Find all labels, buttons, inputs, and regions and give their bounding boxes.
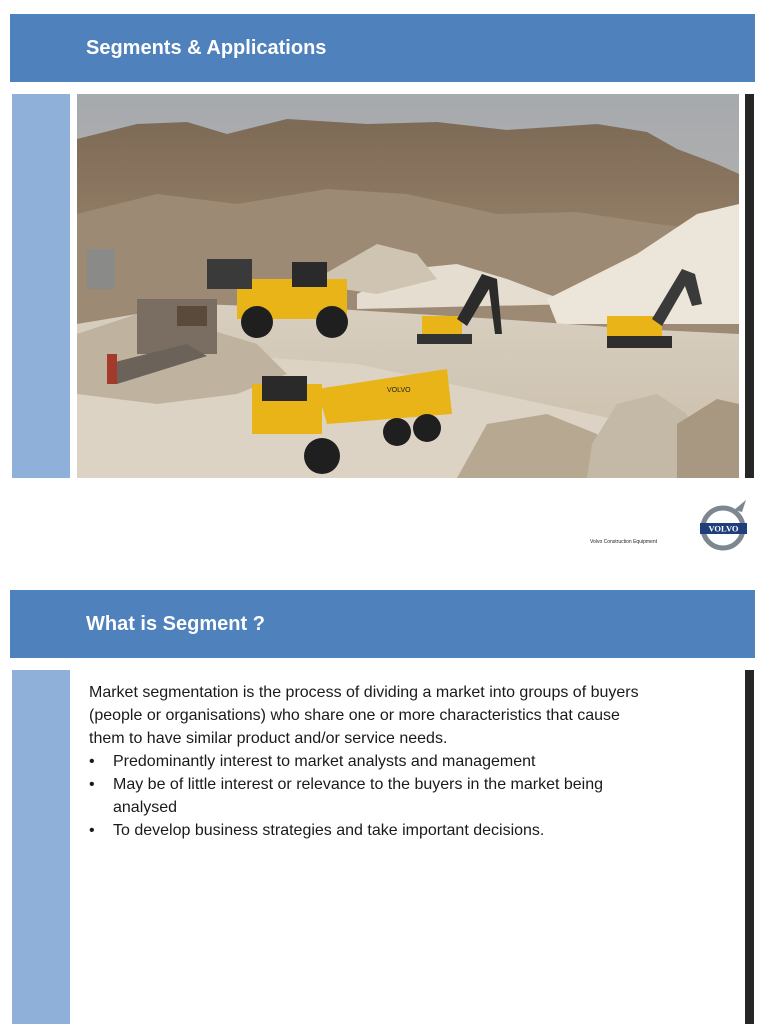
slide-title: What is Segment ? <box>86 612 265 635</box>
bullet-icon: • <box>89 753 95 770</box>
bullet-list <box>89 750 649 842</box>
brand-caption: Volvo Construction Equipment <box>590 539 657 545</box>
volvo-logo <box>698 498 750 552</box>
slide-title-bar <box>10 590 755 658</box>
slide-what-is-segment <box>0 575 768 1024</box>
slide-title-bar <box>10 14 755 82</box>
side-accent-strip <box>12 94 70 478</box>
list-item: • Predominantly interest to market analysts and management <box>89 750 649 773</box>
hauler-brand-mark: VOLVO <box>387 387 411 394</box>
definition-paragraph: Market segmentation is the process of dividing a market into groups of buyers (people or organisations) who share one or more characteristics that cause them to have similar product and/or service needs. <box>89 684 639 747</box>
volvo-logo-text: VOLVO <box>708 523 739 534</box>
quarry-photo <box>77 94 739 478</box>
list-item: • To develop business strategies and take important decisions. <box>89 819 649 842</box>
list-item: • May be of little interest or relevance to the buyers in the market being analysed <box>89 773 649 819</box>
slide-body <box>89 681 649 842</box>
bullet-icon: • <box>89 776 95 793</box>
right-edge-line <box>745 670 754 1024</box>
slide-title: Segments & Applications <box>86 36 327 59</box>
bullet-icon: • <box>89 822 95 839</box>
right-edge-line <box>745 94 754 478</box>
side-accent-strip <box>12 670 70 1024</box>
